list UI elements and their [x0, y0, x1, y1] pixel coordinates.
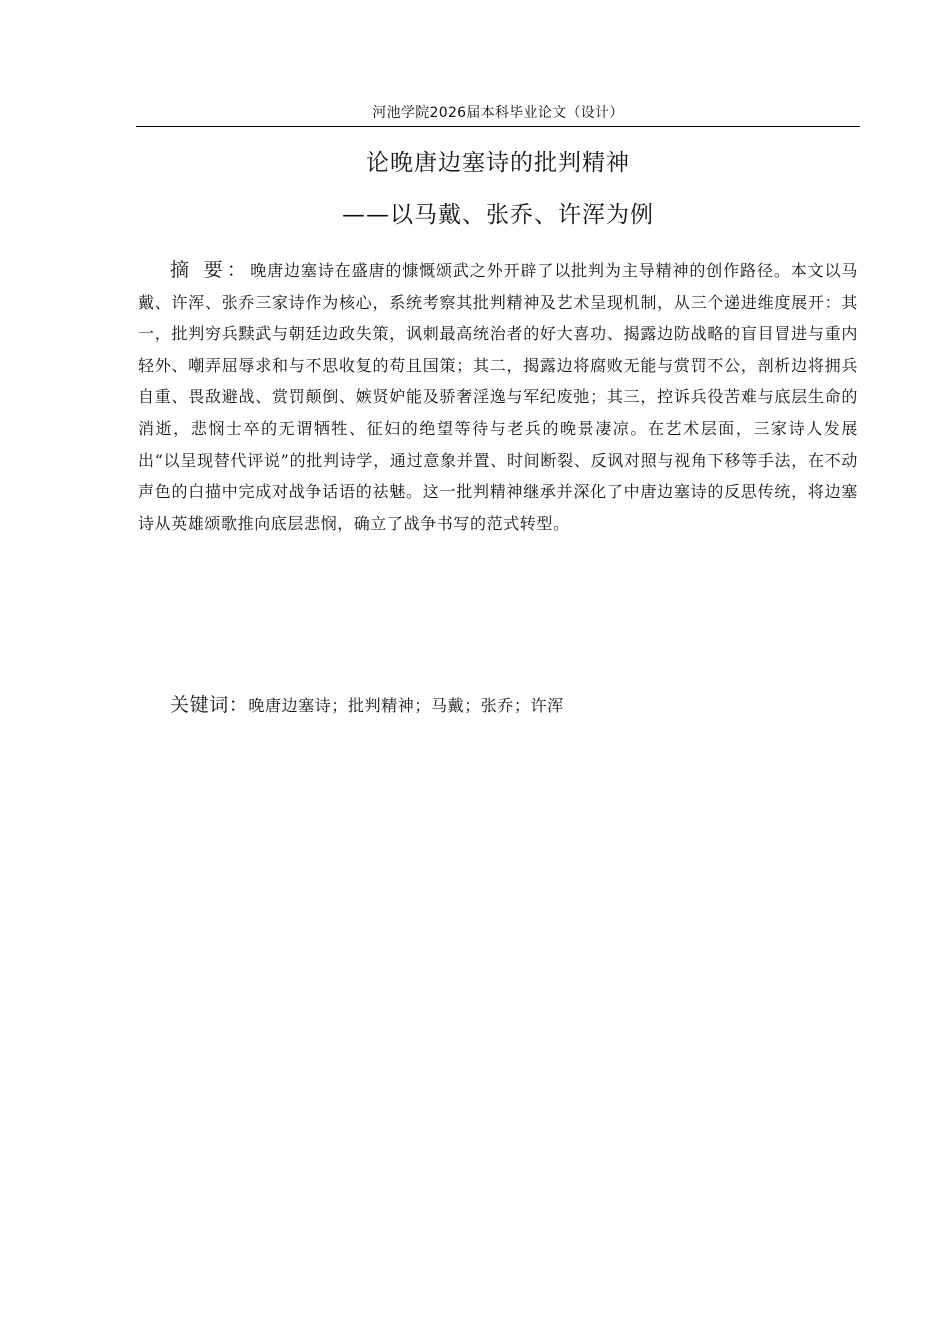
keywords-line — [170, 690, 860, 721]
running-header: 河池学院2026届本科毕业论文（设计） — [372, 105, 624, 121]
keywords-text: 晚唐边塞诗；批判精神；马戴；张乔；许浑 — [248, 696, 564, 715]
keywords-label: 关键词： — [170, 694, 249, 716]
abstract-text: 晚唐边塞诗在盛唐的慷慨颂武之外开辟了以批判为主导精神的创作路径。本文以马戴、许浑、张乔三家诗作为核心，系统考察其批判精神及艺术呈现机制，从三个递进维度展开：其一，批判穷兵黩武与朝廷边政失策，讽刺最高统治者的好大喜功、揭露边防战略的盲目冒进与重内轻外、嘲弄屈辱求和与不思收复的苟且国策；其二，揭露边将腐败无能与赏罚不公，剖析边将拥兵自重、畏敌避战、赏罚颠倒、嫉贤妒能及骄奢淫逸与军纪废弛；其三，控诉兵役苦难与底层生命的消逝，悲悯士卒的无谓牺牲、征妇的绝望等待与老兵的晚景凄凉。在艺术层面，三家诗人发展出“以呈现替代评说”的批判诗学，通过意象并置、时间断裂、反讽对照与视角下移等手法，在不动声色的白描中完成对战争话语的祛魅。这一批判精神继承并深化了中唐边塞诗的反思传统，将边塞诗从英雄颂歌推向底层悲悯，确立了战争书写的范式转型。 — [138, 261, 858, 533]
abstract-paragraph — [138, 255, 858, 539]
paper-title: 论晚唐边塞诗的批判精神 — [366, 150, 630, 176]
header-rule — [136, 126, 860, 127]
paper-subtitle: ——以马戴、张乔、许浑为例 — [342, 202, 654, 228]
abstract-label: 摘 要： — [170, 259, 251, 281]
